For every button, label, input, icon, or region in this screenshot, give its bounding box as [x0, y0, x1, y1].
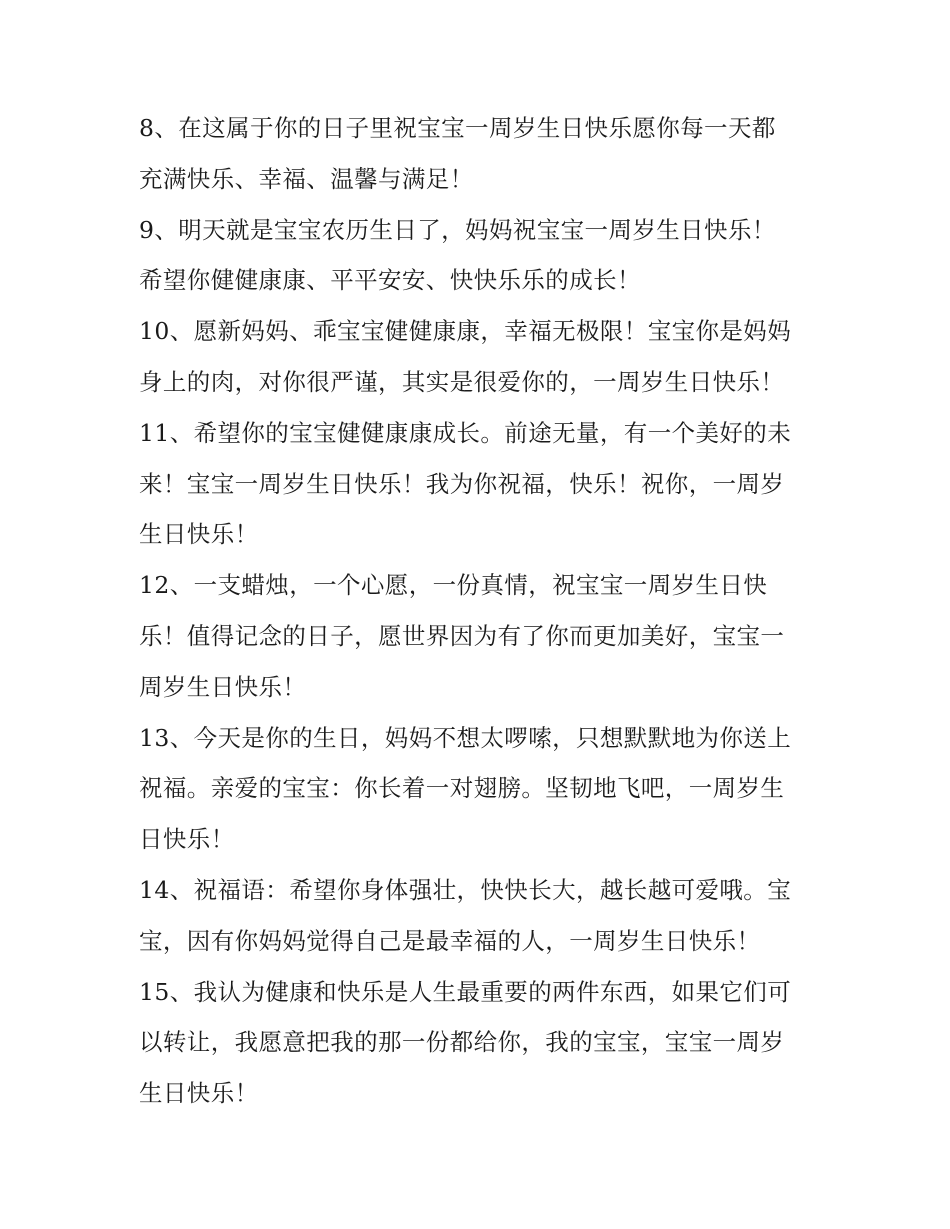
paragraph-line: 9、明天就是宝宝农历生日了，妈妈祝宝宝一周岁生日快乐！ — [139, 215, 776, 244]
paragraph-line: 13、今天是你的生日，妈妈不想太啰嗦，只想默默地为你送上 — [139, 723, 792, 752]
paragraph-line: 15、我认为健康和快乐是人生最重要的两件东西，如果它们可 — [139, 977, 792, 1006]
paragraph-line: 乐！值得记念的日子，愿世界因为有了你而更加美好，宝宝一 — [139, 621, 785, 650]
paragraph-10 — [139, 306, 817, 408]
paragraph-line: 身上的肉，对你很严谨，其实是很爱你的，一周岁生日快乐！ — [139, 367, 785, 396]
paragraph-line: 宝，因有你妈妈觉得自己是最幸福的人，一周岁生日快乐！ — [139, 926, 761, 955]
paragraph-line: 希望你健健康康、平平安安、快快乐乐的成长！ — [139, 266, 641, 295]
paragraph-line: 日快乐！ — [139, 825, 235, 854]
paragraph-9 — [139, 205, 817, 307]
paragraph-line: 8、在这属于你的日子里祝宝宝一周岁生日快乐愿你每一天都 — [139, 114, 776, 142]
paragraph-line: 周岁生日快乐！ — [139, 672, 307, 701]
paragraph-15 — [139, 967, 817, 1119]
paragraph-8 — [139, 103, 817, 205]
paragraph-line: 12、一支蜡烛，一个心愿，一份真情，祝宝宝一周岁生日快 — [139, 571, 768, 600]
paragraph-line: 11、希望你的宝宝健健康康成长。前途无量，有一个美好的未 — [139, 418, 792, 447]
paragraph-line: 充满快乐、幸福、温馨与满足！ — [139, 164, 474, 193]
paragraph-line: 以转让，我愿意把我的那一份都给你，我的宝宝，宝宝一周岁 — [139, 1028, 785, 1057]
paragraph-13 — [139, 713, 817, 865]
paragraph-line: 生日快乐！ — [139, 1079, 259, 1108]
paragraph-line: 10、愿新妈妈、乖宝宝健健康康，幸福无极限！宝宝你是妈妈 — [139, 317, 792, 346]
paragraph-line: 祝福。亲爱的宝宝：你长着一对翅膀。坚韧地飞吧，一周岁生 — [139, 774, 785, 803]
paragraph-line: 来！宝宝一周岁生日快乐！我为你祝福，快乐！祝你，一周岁 — [139, 469, 785, 498]
paragraph-line: 14、祝福语：希望你身体强壮，快快长大，越长越可爱哦。宝 — [139, 875, 792, 904]
document-body — [139, 103, 817, 1119]
paragraph-11 — [139, 408, 817, 560]
paragraph-line: 生日快乐！ — [139, 520, 259, 549]
paragraph-14 — [139, 865, 817, 967]
paragraph-12 — [139, 560, 817, 712]
